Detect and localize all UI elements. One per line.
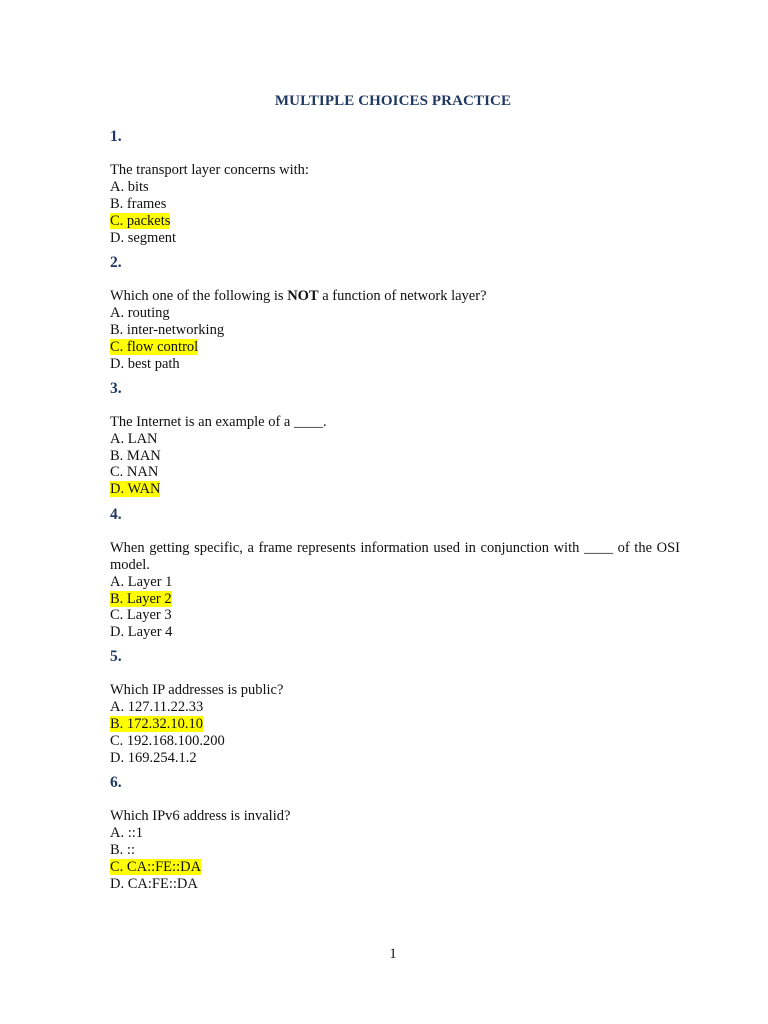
question-2-stem-start: Which one of the following is [110,288,288,304]
question-2-option-b: B. inter-networking [110,322,225,338]
question-1-option-c [110,213,170,230]
question-3-number: 3. [110,380,122,397]
question-5-option-a: A. 127.11.22.33 [110,699,204,715]
question-1-number: 1. [110,128,122,145]
question-1-option-b: B. frames [110,196,167,212]
answer-highlight: C. flow control [110,339,199,355]
question-6-option-d: D. CA:FE::DA [110,876,198,892]
question-3-stem: The Internet is an example of a ____. [110,414,327,430]
question-4-option-c: C. Layer 3 [110,607,172,623]
question-4-stem: When getting specific, a frame represents information used in conjunction with ____ of the OSI model. [110,540,680,573]
question-5-option-d: D. 169.254.1.2 [110,750,197,766]
answer-highlight: C. packets [110,213,171,229]
question-6-stem: Which IPv6 address is invalid? [110,808,291,824]
question-6-option-a: A. ::1 [110,825,144,841]
answer-highlight: B. 172.32.10.10 [110,716,204,732]
question-3-option-c: C. NAN [110,464,159,480]
question-6-number: 6. [110,774,122,791]
answer-highlight: B. Layer 2 [110,591,172,607]
question-2-number: 2. [110,254,122,271]
question-3-option-b: B. MAN [110,448,161,464]
question-6-option-b: B. :: [110,842,135,858]
question-2-option-c [110,339,198,356]
question-4-option-b [110,591,172,608]
question-5-option-c: C. 192.168.100.200 [110,733,225,749]
question-1-option-a: A. bits [110,179,149,195]
question-5-stem: Which IP addresses is public? [110,682,284,698]
answer-highlight: D. WAN [110,481,161,497]
question-2-option-a: A. routing [110,305,170,321]
question-1-stem: The transport layer concerns with: [110,162,309,178]
question-2-stem [110,288,487,305]
question-3-option-a: A. LAN [110,431,158,447]
page-number: 1 [389,946,397,962]
question-2-stem-end: a function of network layer? [318,288,487,304]
question-4-option-d: D. Layer 4 [110,624,173,640]
question-2-option-d: D. best path [110,356,180,372]
question-1-option-d: D. segment [110,230,177,246]
question-5-number: 5. [110,648,122,665]
question-5-option-b [110,716,203,733]
answer-highlight: C. CA::FE::DA [110,859,202,875]
question-3-option-d [110,481,160,498]
question-2-stem-emphasis: NOT [287,288,319,304]
question-4-option-a: A. Layer 1 [110,574,173,590]
page-title: MULTIPLE CHOICES PRACTICE [274,93,512,109]
question-6-option-c [110,859,201,876]
question-4-number: 4. [110,506,122,523]
